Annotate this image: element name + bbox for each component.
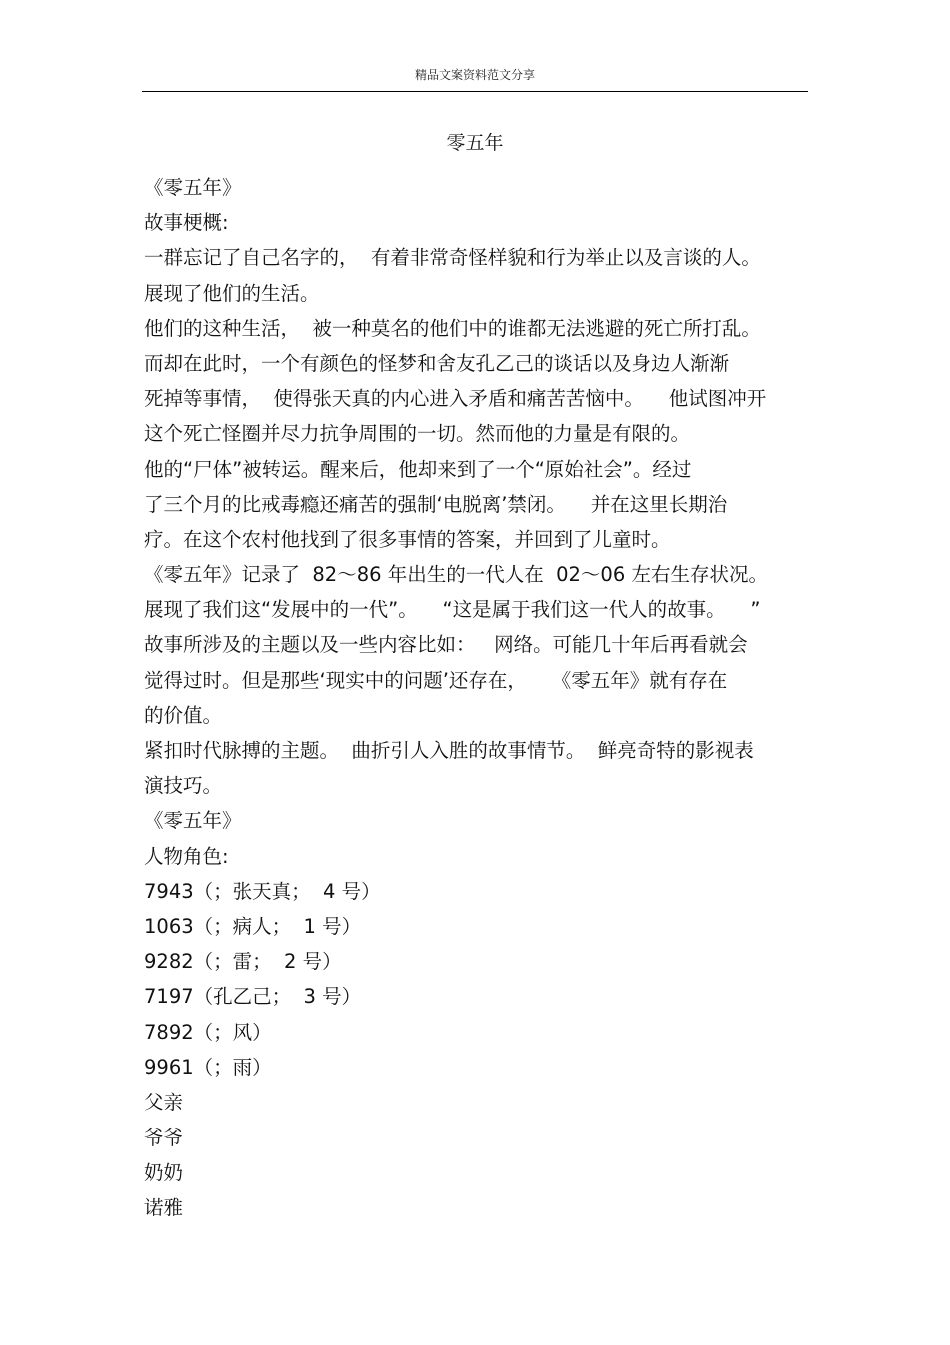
body-line: 《零五年》记录了 82～86 年出生的一代人在 02～06 左右生存状况。 bbox=[144, 563, 768, 587]
character-entry: 7892（；风） bbox=[144, 1020, 272, 1044]
body-line: 故事梗概: bbox=[144, 211, 229, 235]
body-line: 一群忘记了自己名字的， 有着非常奇怪样貌和行为举止以及言谈的人。 bbox=[144, 246, 761, 270]
body-line: 演技巧。 bbox=[144, 774, 223, 798]
character-entry: 7197（孔乙己； 3 号） bbox=[144, 985, 362, 1009]
body-line: 人物角色: bbox=[144, 844, 229, 868]
body-line: 紧扣时代脉搏的主题。 曲折引人入胜的故事情节。 鲜亮奇特的影视表 bbox=[144, 739, 754, 762]
header-divider bbox=[142, 91, 808, 92]
character-entry: 9961（；雨） bbox=[144, 1055, 272, 1079]
character-entry: 父亲 bbox=[144, 1090, 184, 1114]
character-entry: 9282（；雷； 2 号） bbox=[144, 950, 342, 974]
body-line: 疗。在这个农村他找到了很多事情的答案，并回到了儿童时。 bbox=[144, 527, 671, 551]
character-entry: 诺雅 bbox=[144, 1196, 184, 1220]
page-header: 精品文案资料范文分享 bbox=[414, 68, 535, 82]
body-line: 展现了我们这“发展中的一代”。 “这是属于我们这一代人的故事。 ” bbox=[144, 598, 761, 622]
body-line: 故事所涉及的主题以及一些内容比如： 网络。可能几十年后再看就会 bbox=[144, 633, 748, 657]
character-entry: 爷爷 bbox=[144, 1126, 184, 1150]
document-body bbox=[144, 170, 824, 1226]
body-line: 这个死亡怪圈并尽力抗争周围的一切。然而他的力量是有限的。 bbox=[144, 422, 691, 446]
character-entry: 7943（；张天真； 4 号） bbox=[144, 879, 381, 903]
body-line: 他们的这种生活， 被一种莫名的他们中的谁都无法逃避的死亡所打乱。 bbox=[144, 316, 761, 340]
body-line: 《零五年》 bbox=[144, 176, 242, 199]
body-line: 而却在此时，一个有颜色的怪梦和舍友孔乙己的谈话以及身边人渐渐 bbox=[144, 351, 730, 375]
body-line: 觉得过时。但是那些‘现实中的问题’还存在， 《零五年》就有存在 bbox=[144, 668, 728, 692]
document-title: 零五年 bbox=[446, 132, 504, 154]
body-line: 《零五年》 bbox=[144, 809, 242, 833]
character-entry: 1063（；病人； 1 号） bbox=[144, 914, 362, 938]
body-line: 死掉等事情， 使得张天真的内心进入矛盾和痛苦苦恼中。 他试图冲开 bbox=[144, 387, 767, 411]
body-line: 他的“尸体”被转运。醒来后，他却来到了一个“原始社会”。经过 bbox=[144, 457, 692, 481]
body-line: 展现了他们的生活。 bbox=[144, 281, 320, 305]
body-line: 了三个月的比戒毒瘾还痛苦的强制‘电脱离’禁闭。 并在这里长期治 bbox=[144, 492, 728, 516]
character-entry: 奶奶 bbox=[144, 1161, 184, 1185]
body-line: 的价值。 bbox=[144, 703, 223, 727]
